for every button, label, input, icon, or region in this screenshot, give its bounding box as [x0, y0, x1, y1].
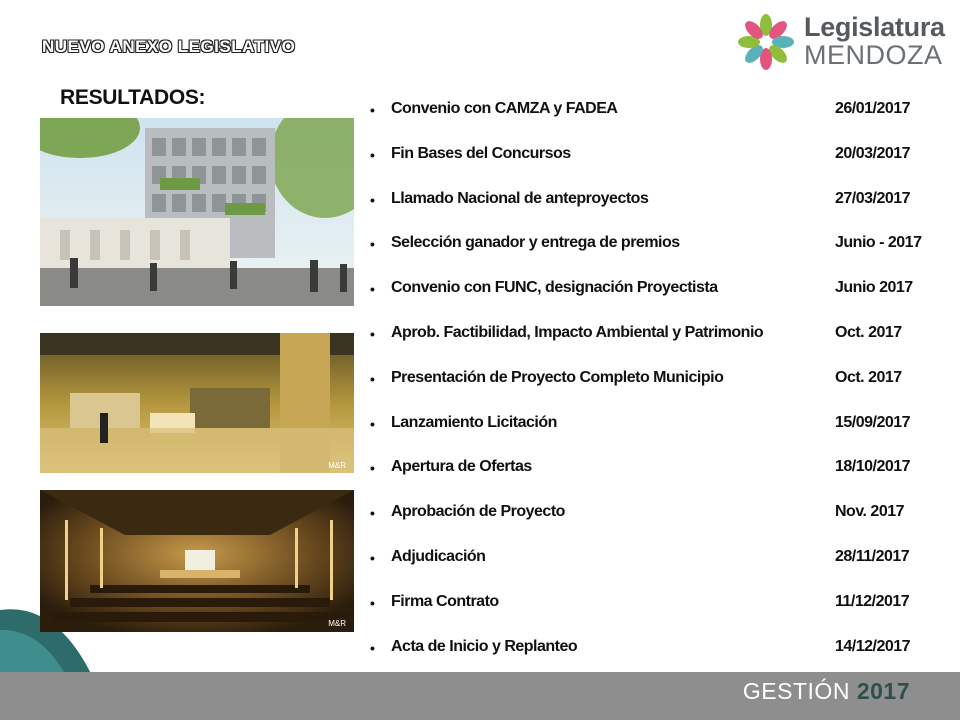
- photo3-watermark: M&R: [328, 619, 346, 628]
- milestone-date: 27/03/2017: [835, 189, 911, 207]
- list-item: [370, 412, 955, 457]
- list-item: [370, 322, 955, 367]
- list-item: [370, 367, 955, 412]
- bullet-icon: •: [370, 415, 375, 432]
- bullet-icon: •: [370, 146, 375, 163]
- milestone-label: Firma Contrato: [391, 592, 499, 610]
- photo2-watermark: M&R: [328, 461, 346, 470]
- logo-flower-icon: [734, 10, 798, 74]
- milestone-label: Presentación de Proyecto Completo Municipio: [391, 368, 724, 386]
- milestone-label: Llamado Nacional de anteproyectos: [391, 189, 649, 207]
- bullet-icon: •: [370, 549, 375, 566]
- milestone-date: Nov. 2017: [835, 503, 905, 521]
- milestone-label: Lanzamiento Licitación: [391, 413, 557, 431]
- milestone-date: 26/01/2017: [835, 100, 911, 117]
- list-item: [370, 591, 955, 636]
- building-exterior-photo: [40, 118, 354, 306]
- list-item: [370, 232, 955, 277]
- milestone-date: 28/11/2017: [835, 547, 910, 565]
- logo-text-mendoza: MENDOZA: [804, 40, 943, 70]
- milestone-date: 20/03/2017: [835, 144, 911, 162]
- list-item: [370, 277, 955, 322]
- milestone-label: Fin Bases del Concursos: [391, 144, 571, 162]
- milestone-date: 14/12/2017: [835, 637, 911, 655]
- milestone-label: Convenio con CAMZA y FADEA: [391, 100, 618, 117]
- milestone-label: Aprobación de Proyecto: [391, 503, 565, 521]
- list-item: [370, 98, 955, 143]
- section-heading: RESULTADOS:: [60, 86, 206, 109]
- milestone-date: Junio - 2017: [835, 234, 922, 252]
- milestone-date: 15/09/2017: [835, 413, 911, 431]
- milestone-date: Junio 2017: [835, 279, 913, 297]
- bullet-icon: •: [370, 639, 375, 656]
- footer-label: GESTIÓN: [742, 678, 850, 704]
- list-item: [370, 501, 955, 546]
- bullet-icon: •: [370, 505, 375, 522]
- footer-gestion: [743, 678, 910, 705]
- milestone-label: Adjudicación: [391, 547, 486, 565]
- milestone-label: Aprob. Factibilidad, Impacto Ambiental y Patrimonio: [391, 323, 764, 341]
- lobby-interior-photo: [40, 333, 354, 473]
- bullet-icon: •: [370, 594, 375, 611]
- bullet-icon: •: [370, 281, 375, 298]
- list-item: [370, 188, 955, 233]
- footer-year: 2017: [856, 678, 910, 704]
- list-item: [370, 546, 955, 591]
- milestone-label: Selección ganador y entrega de premios: [391, 234, 680, 252]
- bullet-icon: •: [370, 370, 375, 387]
- milestone-label: Acta de Inicio y Replanteo: [391, 637, 578, 655]
- auditorium-interior-photo: [40, 490, 354, 632]
- milestone-label: Convenio con FUNC, designación Proyectista: [391, 279, 718, 297]
- list-item: [370, 456, 955, 501]
- milestones-list: [370, 98, 955, 680]
- bullet-icon: •: [370, 460, 375, 477]
- page-title: NUEVO ANEXO LEGISLATIVO: [42, 37, 296, 56]
- milestone-date: 18/10/2017: [835, 458, 911, 476]
- milestone-label: Apertura de Ofertas: [391, 458, 532, 476]
- milestone-date: Oct. 2017: [835, 368, 902, 386]
- bullet-icon: •: [370, 102, 375, 118]
- bullet-icon: •: [370, 236, 375, 253]
- list-item: [370, 143, 955, 188]
- legislatura-logo: [734, 10, 949, 74]
- logo-text-legislatura: Legislatura: [804, 12, 945, 42]
- milestone-date: 11/12/2017: [835, 592, 910, 610]
- milestone-date: Oct. 2017: [835, 323, 902, 341]
- bullet-icon: •: [370, 191, 375, 208]
- bullet-icon: •: [370, 325, 375, 342]
